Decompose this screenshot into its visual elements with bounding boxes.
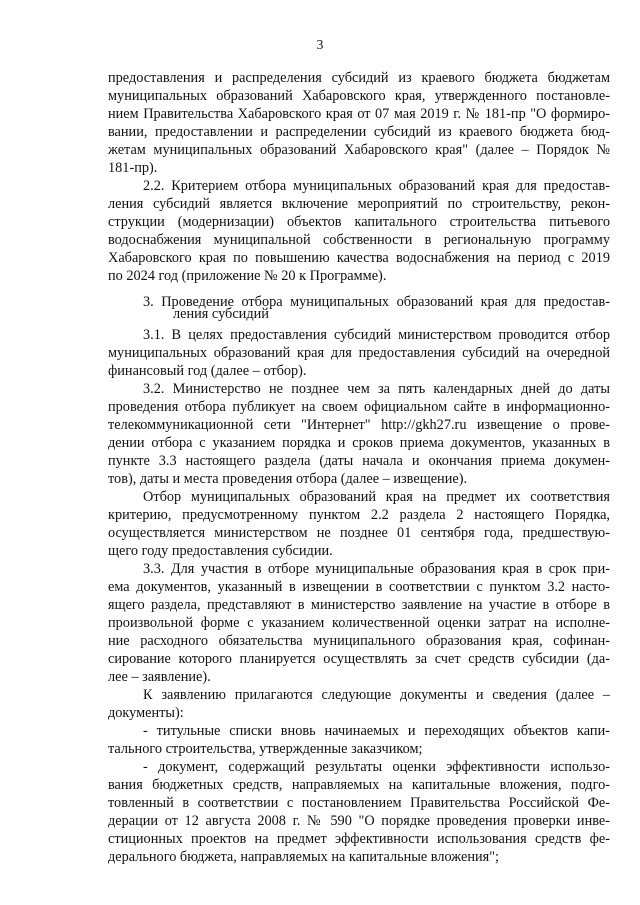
page-number: 3 (316, 37, 324, 52)
text-line: осуществляется министерством не позднее 01 сентября года, предшествую- (108, 525, 610, 541)
text-line: Отбор муниципальных образований края на предмет их соответствия (143, 489, 610, 505)
text-line: ящего раздела, представляют в министерство заявление на участие в отборе в (108, 597, 610, 613)
text-line: стиционных проектов на предмет эффективности использования средств фе- (108, 831, 610, 847)
text-line: - титульные списки вновь начинаемых и переходящих объектов капи- (143, 723, 610, 739)
text-line: лее – заявление). (108, 669, 211, 685)
text-line: проведения отбора публикует на своем официальном сайте в информационно- (108, 399, 610, 415)
text-line: - документ, содержащий результаты оценки эффективности использо- (143, 759, 610, 775)
text-line: сирование которого планируется осуществлять за счет средств субсидии (да- (108, 651, 610, 667)
text-line: струкции (модернизации) объектов капитального строительства питьевого (108, 214, 610, 230)
text-line: 181-пр). (108, 160, 158, 176)
text-line: документы): (108, 705, 184, 721)
text-line: тального строительства, утвержденные заказчиком; (108, 741, 423, 757)
text-line: вания бюджетных средств, направляемых на капитальные вложения, подго- (108, 777, 610, 793)
text-line: тов), даты и места проведения отбора (далее – извещение). (108, 471, 468, 487)
text-line: ние расходного обязательства муниципального образования края, софинан- (108, 633, 610, 649)
text-line: 3.2. Министерство не позднее чем за пять календарных дней до даты (143, 381, 610, 397)
text-line: по 2024 год (приложение № 20 к Программе). (108, 268, 387, 284)
text-line: 3.1. В целях предоставления субсидий министерством проводится отбор (143, 327, 610, 343)
text-line: К заявлению прилагаются следующие документы и сведения (далее – (143, 687, 610, 703)
text-line: жетам муниципальных образований Хабаровского края" (далее – Порядок № (108, 142, 610, 158)
text-line: муниципальных образований края для предоставления субсидий на очередной (108, 345, 610, 361)
text-line: дерации от 12 августа 2008 г. № 590 "О порядке проведения проверки инве- (108, 813, 610, 829)
text-line: товленный в соответствии с постановлением Правительства Российской Фе- (108, 795, 610, 811)
text-line: муниципальных образований Хабаровского края, утвержденного постановле- (108, 88, 610, 104)
text-line: нием Правительства Хабаровского края от 07 мая 2019 г. № 181-пр "О формиро- (108, 106, 610, 122)
text-line: ления субсидий является включение мероприятий по строительству, рекон- (108, 196, 610, 212)
text-line: Хабаровского края по повышению качества водоснабжения на период с 2019 (108, 250, 610, 266)
text-line: предоставления и распределения субсидий из краевого бюджета бюджетам (108, 70, 610, 86)
text-line: дении отбора с указанием порядка и сроков приема документов, указанных в (108, 435, 610, 451)
text-line: финансовый год (далее – отбор). (108, 363, 307, 379)
text-line: вании, предоставлении и распределении субсидий из краевого бюджета бюд- (108, 124, 610, 140)
text-line: щего году предоставления субсидии. (108, 543, 333, 559)
text-line: 2.2. Критерием отбора муниципальных образований края для предостав- (143, 178, 610, 194)
text-line: дерального бюджета, направляемых на капитальные вложения"; (108, 849, 500, 865)
text-line: 3.3. Для участия в отборе муниципальные образования края в срок при- (143, 561, 610, 577)
text-line: телекоммуникационной сети "Интернет" http://gkh27.ru извещение о прове- (108, 417, 610, 433)
text-line: ема документов, указанный в извещении в соответствии с пунктом 3.2 насто- (108, 579, 610, 595)
text-line: пункте 3.3 настоящего раздела (даты начала и окончания приема докумен- (108, 453, 610, 469)
text-line: ления субсидий (173, 306, 269, 322)
text-line: произвольной форме с указанием количественной оценки затрат на исполне- (108, 615, 610, 631)
text-line: критерию, предусмотренному пунктом 2.2 раздела 2 настоящего Порядка, (108, 507, 610, 523)
text-line: 3. Проведение отбора муниципальных образований края для предостав- (143, 294, 610, 310)
text-line: водоснабжения муниципальной собственности в региональную программу (108, 232, 610, 248)
